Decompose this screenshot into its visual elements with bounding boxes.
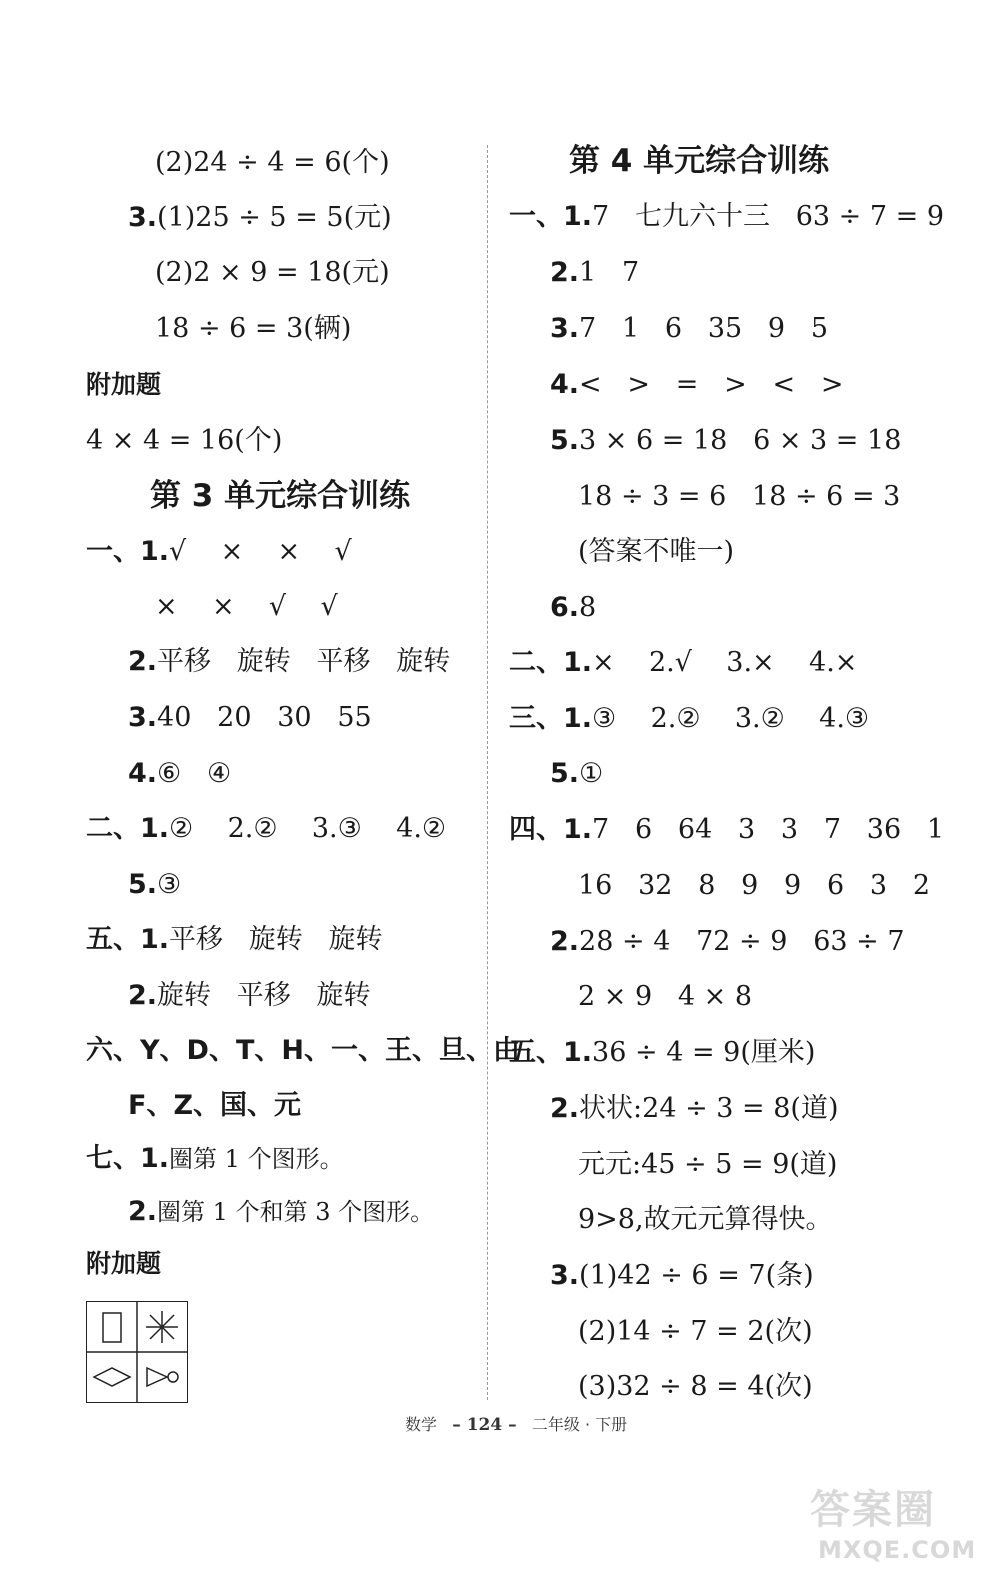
answer-line xyxy=(550,424,901,458)
answer-line: (2)24 ÷ 4 = 6(个) xyxy=(155,147,390,178)
item-number: 6. xyxy=(550,592,580,623)
watermark-url: MXQE.COM xyxy=(818,1536,977,1564)
asterisk-shape xyxy=(146,1311,178,1343)
answer-line xyxy=(550,1259,814,1293)
item-number: 3. xyxy=(128,702,158,733)
answer-line: (3)32 ÷ 8 = 4(次) xyxy=(578,1371,813,1402)
grade-label: 二年级 · 下册 xyxy=(531,1415,628,1434)
figure-grid-drawing xyxy=(87,1302,187,1402)
section-number: 七、1. xyxy=(86,1143,170,1174)
figure-grid xyxy=(86,1301,188,1403)
answer-line xyxy=(128,645,450,679)
answer-line xyxy=(550,368,844,402)
answer-line: 六、Y、D、T、H、一、王、旦、由 xyxy=(86,1035,520,1066)
answer-text: √ × × √ xyxy=(169,536,352,567)
answer-text: ③ xyxy=(157,869,182,900)
item-number: 2. xyxy=(550,1093,580,1124)
answer-text: < > = > < > xyxy=(579,369,844,400)
item-number: 3. xyxy=(128,202,158,233)
item-number: 5. xyxy=(550,425,580,456)
answer-line xyxy=(550,312,828,346)
section-number: 三、1. xyxy=(509,703,593,734)
section-number: 五、1. xyxy=(86,924,170,955)
answer-line xyxy=(128,201,392,235)
answer-line xyxy=(86,535,352,569)
item-number: 2. xyxy=(550,926,580,957)
section-number: 一、1. xyxy=(509,201,593,232)
item-number: 2. xyxy=(128,980,158,1011)
answer-line: 18 ÷ 3 = 6 18 ÷ 6 = 3 xyxy=(578,481,901,512)
answer-text: 圈第 1 个和第 3 个图形。 xyxy=(157,1198,435,1226)
item-number: 2. xyxy=(128,646,158,677)
answer-line xyxy=(509,646,857,680)
answer-line xyxy=(509,813,944,847)
answer-text: 40 20 30 55 xyxy=(157,702,372,733)
watermark-logo xyxy=(810,1478,977,1578)
answer-line xyxy=(550,757,603,791)
answer-line: 18 ÷ 6 = 3(辆) xyxy=(155,313,352,344)
item-number: 5. xyxy=(128,869,158,900)
unit4-title: 第 4 单元综合训练 xyxy=(569,143,830,179)
answer-line xyxy=(128,1195,434,1229)
fish-shape xyxy=(147,1368,178,1386)
item-number: 2. xyxy=(128,1196,158,1227)
answer-line: F、Z、国、元 xyxy=(128,1090,302,1121)
answer-text: 8 xyxy=(579,592,597,623)
column-divider xyxy=(487,145,488,1400)
rectangle-shape xyxy=(103,1313,121,1342)
item-number: 4. xyxy=(128,758,158,789)
section-number: 五、1. xyxy=(509,1037,593,1068)
answer-line xyxy=(86,923,383,957)
item-number: 3. xyxy=(550,1260,580,1291)
answer-line xyxy=(128,757,231,791)
item-number: 5. xyxy=(550,758,580,789)
answer-line: 元元:45 ÷ 5 = 9(道) xyxy=(578,1149,838,1180)
section-number: 四、1. xyxy=(509,814,593,845)
answer-line xyxy=(128,979,371,1013)
answer-line xyxy=(128,701,372,735)
answer-text: 7 1 6 35 9 5 xyxy=(579,313,829,344)
answer-line: × × √ √ xyxy=(155,591,338,622)
extra-question-heading: 附加题 xyxy=(86,370,162,399)
answer-line: (答案不唯一) xyxy=(578,536,735,567)
subject-label: 数学 xyxy=(405,1415,438,1434)
item-number: 3. xyxy=(550,313,580,344)
answer-line xyxy=(86,812,446,846)
answer-text: 平移 旋转 旋转 xyxy=(169,924,383,955)
answer-text: ① xyxy=(579,758,604,789)
answer-text: 36 ÷ 4 = 9(厘米) xyxy=(592,1037,816,1068)
answer-line xyxy=(509,702,869,736)
answer-text: (1)42 ÷ 6 = 7(条) xyxy=(579,1260,814,1291)
page-number: – 124 – xyxy=(452,1415,517,1435)
answer-line xyxy=(550,1092,839,1126)
section-number: 一、1. xyxy=(86,536,170,567)
answer-line: 2 × 9 4 × 8 xyxy=(578,981,753,1012)
answer-line xyxy=(509,200,944,234)
answer-line: (2)14 ÷ 7 = 2(次) xyxy=(578,1316,813,1347)
answer-text: 3 × 6 = 18 6 × 3 = 18 xyxy=(579,425,902,456)
answer-text: 7 6 64 3 3 7 36 1 xyxy=(592,814,945,845)
answer-line xyxy=(550,925,905,959)
page-footer xyxy=(405,1414,627,1436)
answer-line xyxy=(86,1142,344,1176)
answer-line: 9>8,故元元算得快。 xyxy=(578,1204,833,1235)
answer-text: ③ 2.② 3.② 4.③ xyxy=(592,703,870,734)
diamond-shape xyxy=(94,1368,130,1386)
item-number: 4. xyxy=(550,369,580,400)
section-number: 二、1. xyxy=(509,647,593,678)
item-number: 2. xyxy=(550,257,580,288)
watermark-text: 答案圈 xyxy=(810,1487,936,1533)
answer-text: × 2.√ 3.× 4.× xyxy=(592,647,858,678)
extra-question-heading: 附加题 xyxy=(86,1249,162,1278)
answer-line: 4 × 4 = 16(个) xyxy=(86,425,283,456)
answer-line xyxy=(128,868,181,902)
answer-text: 状状:24 ÷ 3 = 8(道) xyxy=(579,1093,839,1124)
answer-text: 7 七九六十三 63 ÷ 7 = 9 xyxy=(592,201,945,232)
answer-text: (1)25 ÷ 5 = 5(元) xyxy=(157,202,392,233)
answer-text: 圈第 1 个图形。 xyxy=(169,1145,344,1173)
answer-line xyxy=(509,1036,815,1070)
unit3-title: 第 3 单元综合训练 xyxy=(150,478,411,514)
answer-line xyxy=(550,591,596,625)
answer-text: 旋转 平移 旋转 xyxy=(157,980,371,1011)
answer-text: 1 7 xyxy=(579,257,640,288)
section-number: 二、1. xyxy=(86,813,170,844)
answer-line xyxy=(550,256,639,290)
answer-text: 28 ÷ 4 72 ÷ 9 63 ÷ 7 xyxy=(579,926,905,957)
answer-text: ⑥ ④ xyxy=(157,758,232,789)
answer-line: 16 32 8 9 9 6 3 2 xyxy=(578,870,931,901)
answer-text: 平移 旋转 平移 旋转 xyxy=(157,646,451,677)
answer-line: (2)2 × 9 = 18(元) xyxy=(155,257,390,288)
answer-text: ② 2.② 3.③ 4.② xyxy=(169,813,447,844)
